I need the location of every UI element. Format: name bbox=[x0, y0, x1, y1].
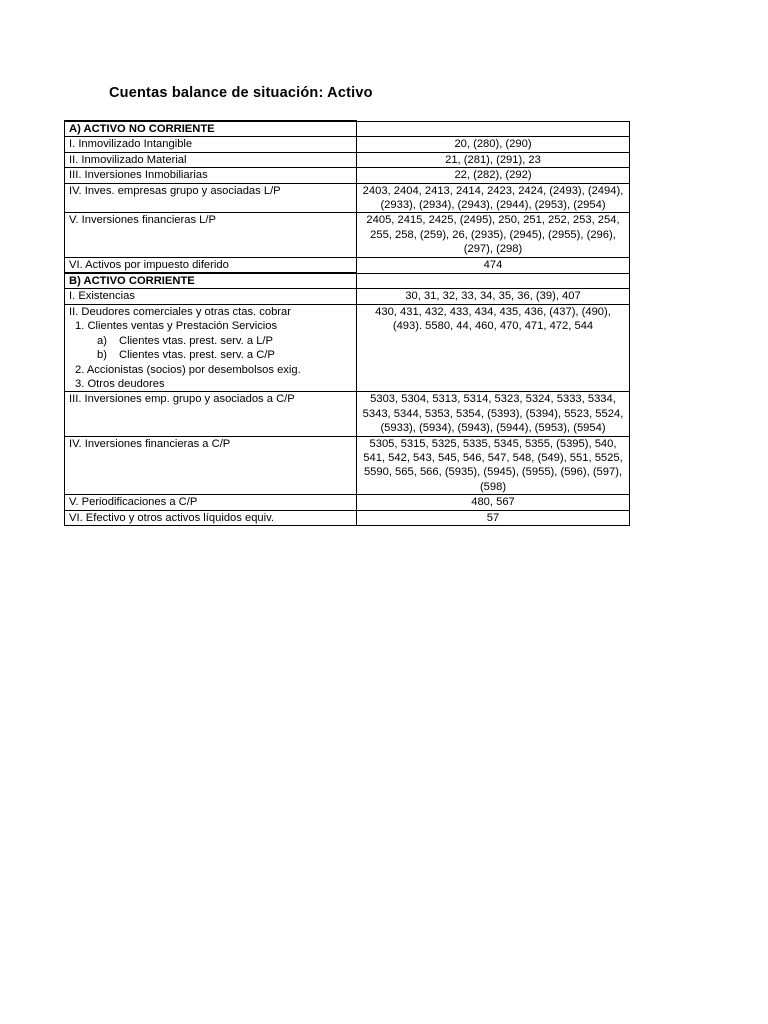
row-accounts: 5303, 5304, 5313, 5314, 5323, 5324, 5333, 5334, 5343, 5344, 5353, 5354, (5393), (5394), 5523, 5524, (5933), (5934), (5943), (5944), (5953), (5954) bbox=[357, 392, 630, 436]
row-accounts: 474 bbox=[357, 257, 630, 273]
sub-sub-item bbox=[69, 348, 352, 362]
table-row bbox=[65, 304, 630, 391]
sub-sub-item-key: a) bbox=[97, 334, 107, 347]
section-heading: B) ACTIVO CORRIENTE bbox=[65, 273, 357, 289]
table-row bbox=[65, 168, 630, 183]
table-row bbox=[65, 392, 630, 436]
row-label: V. Periodificaciones a C/P bbox=[65, 495, 357, 510]
section-header-row bbox=[65, 121, 630, 137]
section-header-row bbox=[65, 273, 630, 289]
row-label: III. Inversiones Inmobiliarias bbox=[65, 168, 357, 183]
table-row bbox=[65, 289, 630, 304]
table-row bbox=[65, 257, 630, 273]
row-accounts: 430, 431, 432, 433, 434, 435, 436, (437), (490), (493). 5580, 44, 460, 470, 471, 472, 544 bbox=[357, 304, 630, 391]
row-label: VI. Efectivo y otros activos líquidos equiv. bbox=[65, 510, 357, 525]
section-accounts-empty bbox=[357, 273, 630, 289]
sub-item: 2. Accionistas (socios) por desembolsos exig. bbox=[75, 363, 301, 376]
sub-sub-item bbox=[69, 334, 352, 348]
row-accounts: 480, 567 bbox=[357, 495, 630, 510]
row-label: III. Inversiones emp. grupo y asociados a C/P bbox=[65, 392, 357, 436]
table-row bbox=[65, 495, 630, 510]
section-accounts-empty bbox=[357, 121, 630, 137]
row-accounts: 57 bbox=[357, 510, 630, 525]
row-label: II. Inmovilizado Material bbox=[65, 152, 357, 167]
sub-item: 3. Otros deudores bbox=[75, 377, 165, 390]
section-heading: A) ACTIVO NO CORRIENTE bbox=[65, 121, 357, 137]
sub-sub-item-text: Clientes vtas. prest. serv. a L/P bbox=[119, 334, 273, 347]
row-accounts: 2405, 2415, 2425, (2495), 250, 251, 252, 253, 254, 255, 258, (259), 26, (2935), (2945), (2955), (296), (297), (298) bbox=[357, 213, 630, 257]
row-label: VI. Activos por impuesto diferido bbox=[65, 257, 357, 273]
table-row bbox=[65, 152, 630, 167]
page-title: Cuentas balance de situación: Activo bbox=[109, 85, 373, 101]
row-label: I. Inmovilizado Intangible bbox=[65, 137, 357, 152]
table-row bbox=[65, 183, 630, 213]
accounts-table bbox=[64, 120, 630, 526]
sub-item: 1. Clientes ventas y Prestación Servicios bbox=[75, 320, 278, 333]
table-row bbox=[65, 510, 630, 525]
row-label: V. Inversiones financieras L/P bbox=[65, 213, 357, 257]
row-label: IV. Inversiones financieras a C/P bbox=[65, 436, 357, 495]
row-accounts: 22, (282), (292) bbox=[357, 168, 630, 183]
row-accounts: 5305, 5315, 5325, 5335, 5345, 5355, (5395), 540, 541, 542, 543, 545, 546, 547, 548, (549), 551, 5525, 5590, 565, 566, (5935), (5945), (5955), (596), (597), (598) bbox=[357, 436, 630, 495]
row-label: IV. Inves. empresas grupo y asociadas L/P bbox=[65, 183, 357, 213]
sub-sub-item-key: b) bbox=[97, 349, 107, 362]
row-accounts: 21, (281), (291), 23 bbox=[357, 152, 630, 167]
sub-sub-item-text: Clientes vtas. prest. serv. a C/P bbox=[119, 349, 275, 362]
row-accounts: 30, 31, 32, 33, 34, 35, 36, (39), 407 bbox=[357, 289, 630, 304]
row-label: I. Existencias bbox=[65, 289, 357, 304]
row-label-group bbox=[65, 304, 357, 391]
row-accounts: 2403, 2404, 2413, 2414, 2423, 2424, (2493), (2494), (2933), (2934), (2943), (2944), (2953), (2954) bbox=[357, 183, 630, 213]
table-row bbox=[65, 436, 630, 495]
row-label: II. Deudores comerciales y otras ctas. cobrar bbox=[69, 305, 291, 318]
table-row bbox=[65, 137, 630, 152]
row-accounts: 20, (280), (290) bbox=[357, 137, 630, 152]
table-row bbox=[65, 213, 630, 257]
